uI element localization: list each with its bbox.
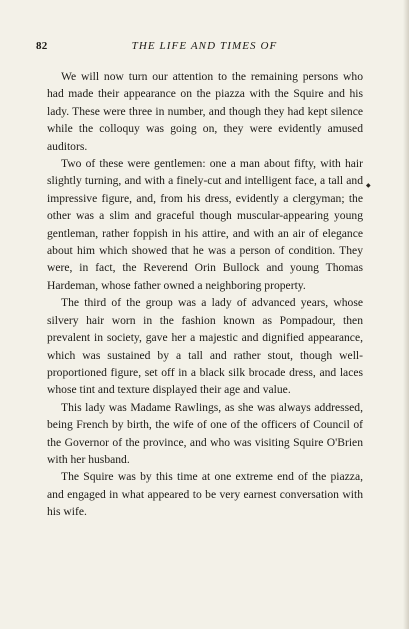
paragraph-2: Two of these were gentlemen: one a man about fifty, with hair slightly turning, and with a finely-cut and intelligent face, a tall and impressive figure, and, from his dress, evidently a clergyman; the other was a slim and graceful though muscular-appearing young gentleman, rather foppish in his attire, and with an air of elegance about him which showed that he was a person of condition. They were, in fact, the Reverend Orin Bullock and young Thomas Hardeman, whose father owned a neighboring property. [47,157,363,292]
margin-mark: ◆ [366,183,371,189]
page-number: 82 [36,40,48,52]
body-text [47,68,363,521]
paragraph-3: The third of the group was a lady of advanced years, whose silvery hair worn in the fashion known as Pompadour, then prevalent in society, gave her a majestic and dignified appearance, which was sustained by a tall and rather stout, though well-proportioned figure, set off in a black silk brocade dress, and laces whose tint and texture displayed their age and value. [47,296,363,397]
paragraph-5: The Squire was by this time at one extreme end of the piazza, and engaged in what appeared to be very earnest conversation with his wife. [47,470,363,519]
running-title: THE LIFE AND TIMES OF [131,40,278,52]
page-edge-shadow [403,0,409,629]
paragraph-4: This lady was Madame Rawlings, as she was always addressed, being French by birth, the wife of one of the officers of Council of the Governor of the province, and who was visiting Squire O'Brien with her husband. [47,400,363,466]
paragraph-1: We will now turn our attention to the remaining persons who had made their appearance on the piazza with the Squire and his lady. These were three in number, and though they had kept silence while the colloquy was going on, they were evidently amused auditors. [47,70,363,153]
